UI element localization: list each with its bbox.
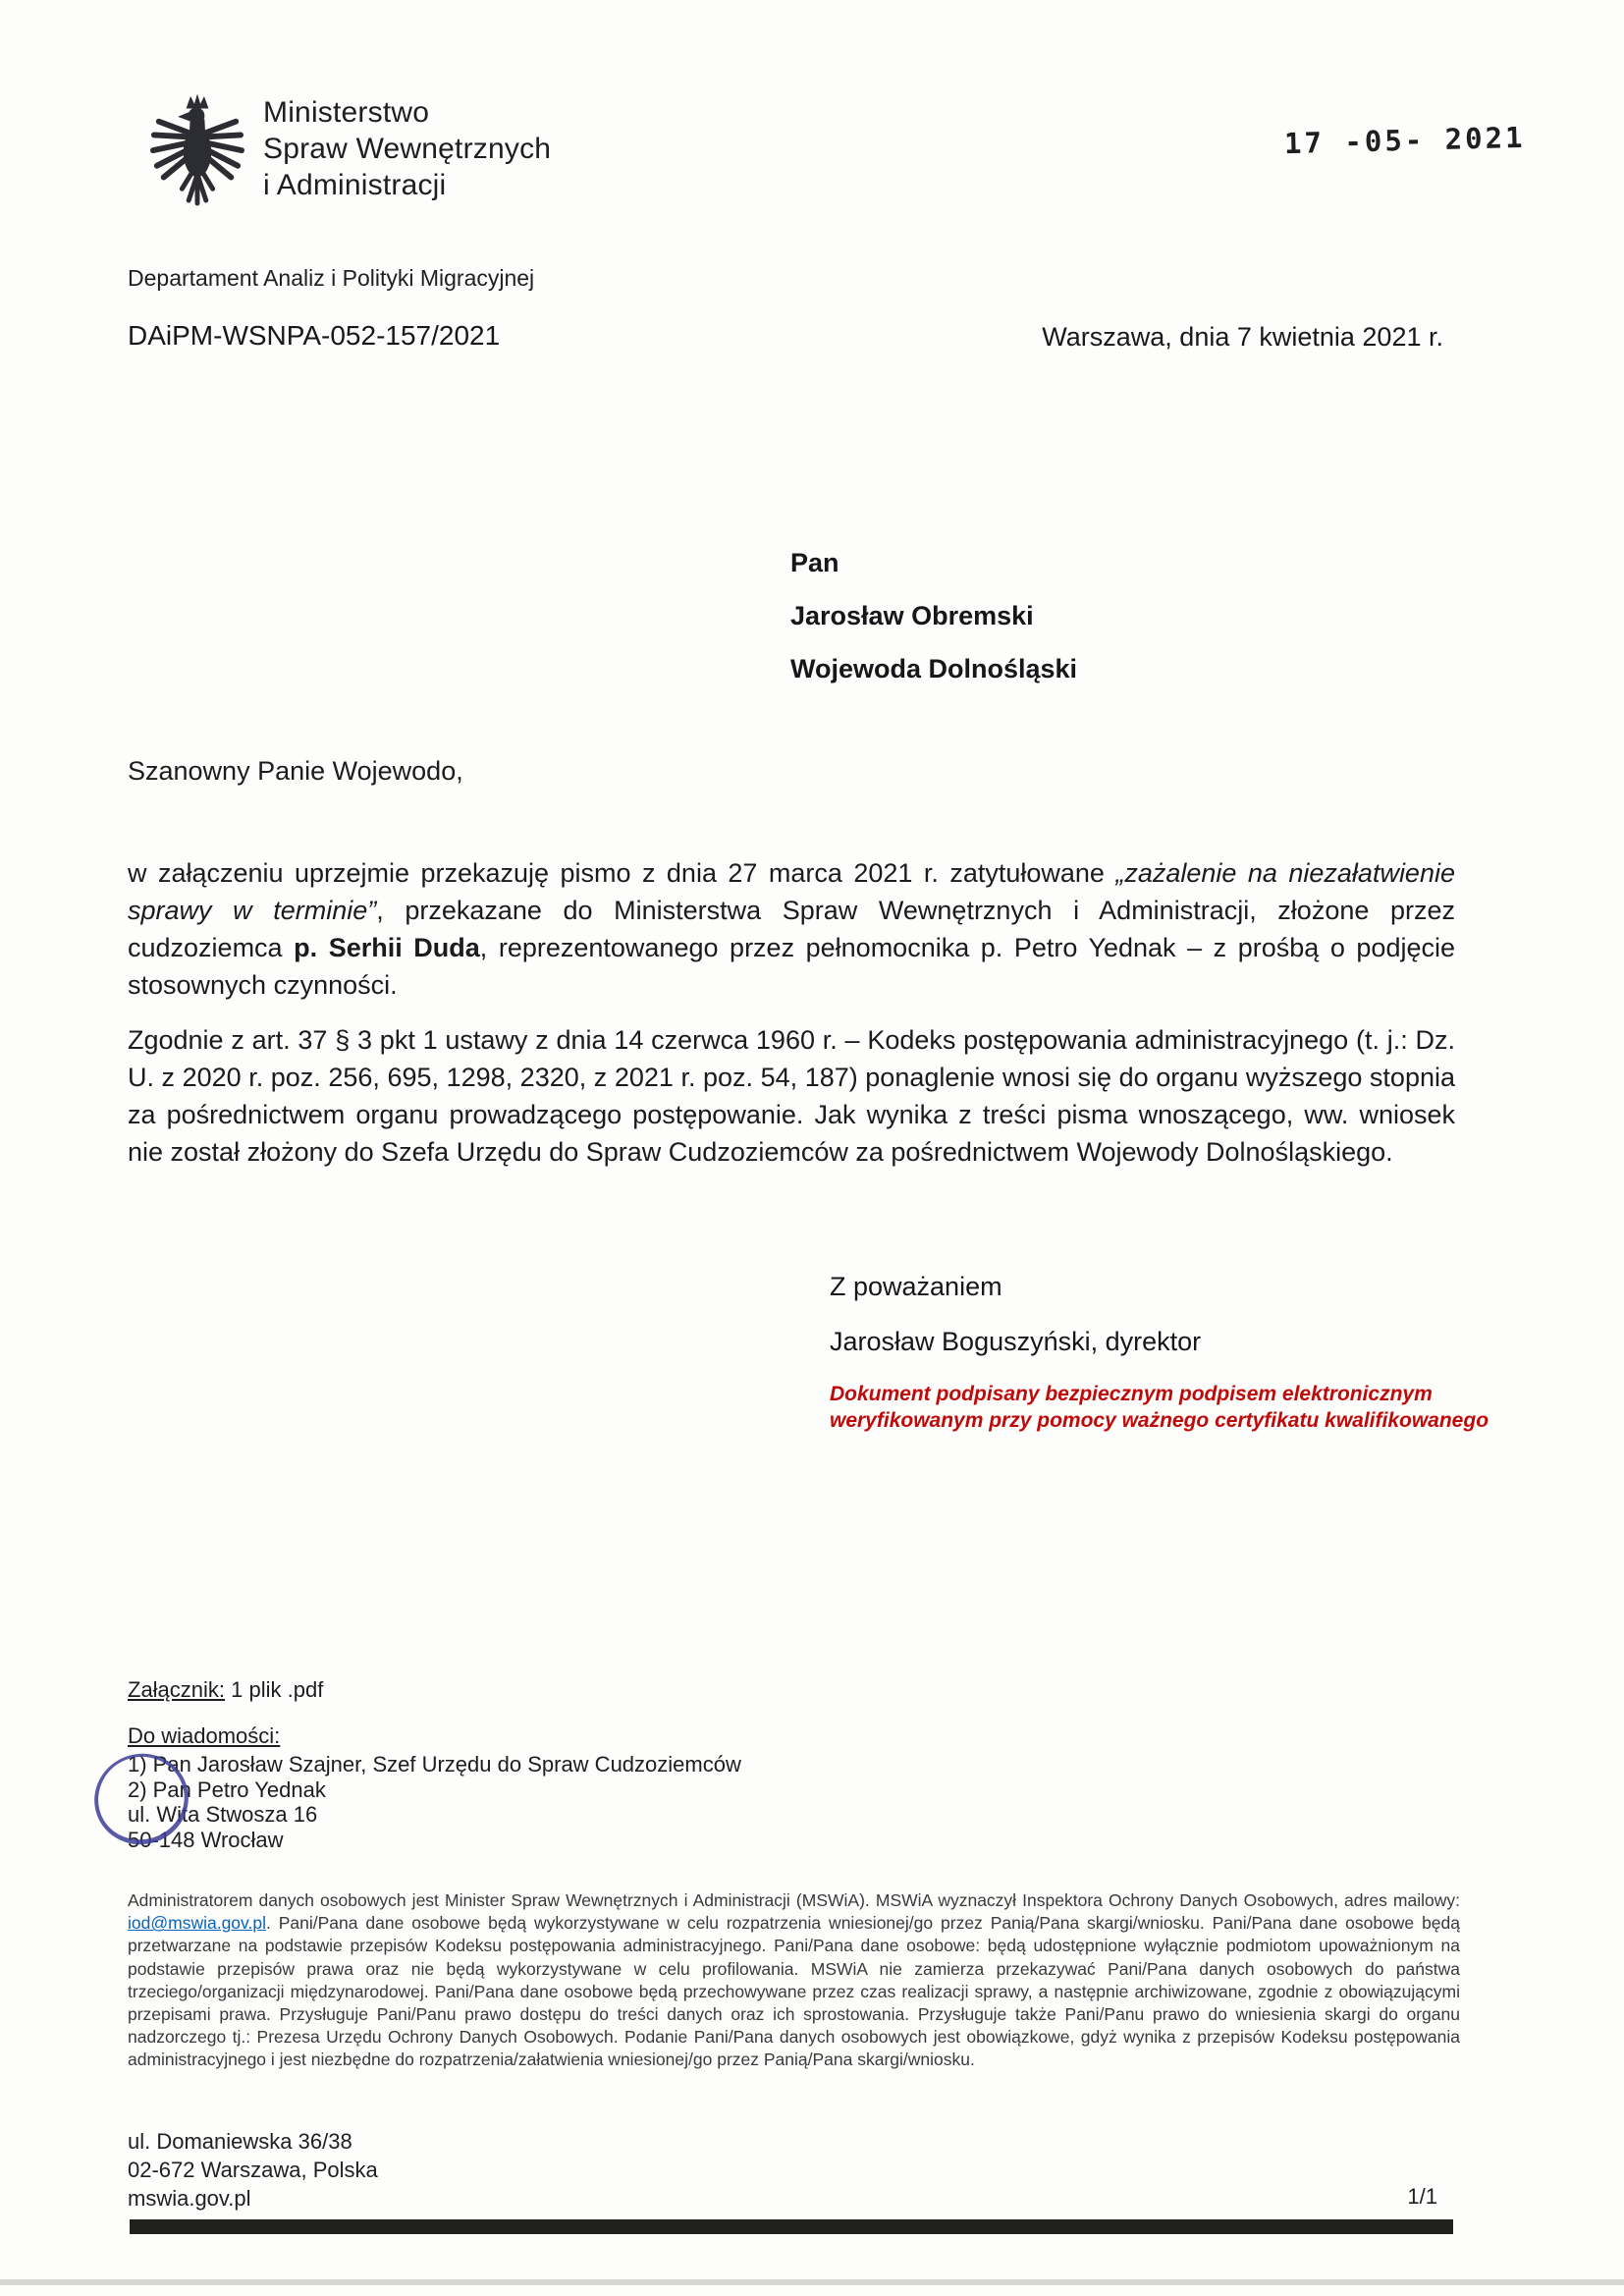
attachment-line <box>128 1677 741 1703</box>
cc-label: Do wiadomości: <box>128 1723 281 1748</box>
paragraph1-text: w załączeniu uprzejmie przekazuję pismo z dnia 27 marca 2021 r. zatytułowane <box>128 858 1116 888</box>
ministry-name-line2: Spraw Wewnętrznych <box>263 133 552 165</box>
recipient-name: Jarosław Obremski <box>790 601 1034 630</box>
email-link[interactable]: iod@mswia.gov.pl <box>128 1913 266 1934</box>
ministry-name-line1: Ministerstwo <box>263 96 430 129</box>
recipient-block <box>790 536 1077 695</box>
esign-note-line2: weryfikowanym przy pomocy ważnego certyfikatu kwalifikowanego <box>830 1409 1489 1432</box>
body-paragraph-2: Zgodnie z art. 37 § 3 pkt 1 ustawy z dnia 14 czerwca 1960 r. – Kodeks postępowania administracyjnego (t. j.: Dz. U. z 2020 r. poz. 256, 695, 1298, 2320, z 2021 r. poz. 54, 187) ponaglenie wnosi się do organu wyższego stopnia za pośrednictwem organu prowadzącego postępowanie. Jak wynika z treści pisma wnoszącego, ww. wniosek nie został złożony do Szefa Urzędu do Spraw Cudzoziemców za pośrednictwem Wojewody Dolnośląskiego. <box>128 1025 1455 1167</box>
electronic-signature-note <box>830 1381 1489 1434</box>
coat-of-arms-eagle-icon <box>149 92 245 218</box>
body-paragraph-1 <box>128 854 1455 1004</box>
signer-name: Jarosław Boguszyński, dyrektor <box>830 1327 1202 1356</box>
closing-phrase: Z poważaniem <box>830 1272 1002 1301</box>
footer-divider-bar <box>130 2219 1453 2234</box>
paragraph1-foreigner-name: p. Serhii Duda <box>294 933 480 962</box>
attachment-value: 1 plik .pdf <box>225 1677 324 1702</box>
scan-edge-artifact <box>0 2279 1624 2285</box>
recipient-title: Pan <box>790 548 839 577</box>
place-and-date: Warszawa, dnia 7 kwietnia 2021 r. <box>1042 322 1443 352</box>
footer-address <box>128 2127 378 2213</box>
cc-item-2-address-street: ul. Wita Stwosza 16 <box>128 1802 318 1827</box>
recipient-role: Wojewoda Dolnośląski <box>790 654 1078 683</box>
reference-number: DAiPM-WSNPA-052-157/2021 <box>128 320 501 351</box>
received-date-stamp: 17 -05- 2021 <box>1283 120 1526 161</box>
attachment-label: Załącznik: <box>128 1677 226 1702</box>
paragraph1-text: , reprezentowanego przez pełnomocnika p. Petro Yednak – z prośbą o podjęcie stosownych czynności. <box>128 933 1455 1000</box>
esign-note-line1: Dokument podpisany bezpiecznym podpisem elektronicznym <box>830 1383 1433 1405</box>
footer-city: 02-672 Warszawa, Polska <box>128 2158 378 2182</box>
paragraph1-text: , przekazane do Ministerstwa Spraw Wewnętrznych i Administracji, złożone przez cudzoziemca <box>128 896 1455 962</box>
attachments-section <box>128 1677 741 1852</box>
ministry-name-line3: i Administracji <box>263 169 447 201</box>
salutation: Szanowny Panie Wojewodo, <box>128 756 463 786</box>
paragraph1-quoted-title: „zażalenie na niezałatwienie sprawy w terminie” <box>128 858 1455 925</box>
cc-item-2: 2) Pan Petro Yednak <box>128 1777 326 1802</box>
fineprint-text: . Pani/Pana dane osobowe będą wykorzystywane w celu rozpatrzenia wniesionej/go przez Panią/Pana skargi/wniosku. Pani/Pana dane osobowe będą przetwarzane na podstawie przepisów Kodeksu postępowania administracyjnego. Pani/Pana dane osobowe: będą udostępnione wyłącznie podmiotom upoważnionym na podstawie przepisów prawa oraz nie będą wykorzystywane w celu profilowania. MSWiA nie zamierza przekazywać Pani/Pana danych osobowych do państwa trzeciego/organizacji międzynarodowej. Pani/Pana dane osobowe będą przechowywane przez czas realizacji sprawy, a następnie archiwizowane, zgodnie z obowiązującymi przepisami prawa. Przysługuje Pani/Panu prawo dostępu do treści danych oraz ich sprostowania. Przysługuje także Pani/Panu prawo do wniesienia skargi do organu nadzorczego tj.: Prezesa Urzędu Ochrony Danych Osobowych. Podanie Pani/Pana danych osobowych jest obowiązkowe, gdyż wynika z przepisów Kodeksu postępowania administracyjnego i jest niezbędne do rozpatrzenia/załatwienia wniesionej/go przez Panią/Pana skargi/wniosku. <box>128 1913 1460 2070</box>
footer-street: ul. Domaniewska 36/38 <box>128 2129 352 2154</box>
fineprint-text: Administratorem danych osobowych jest Minister Spraw Wewnętrznych i Administracji (MSWiA). MSWiA wyznaczył Inspektora Ochrony Danych Osobowych, adres mailowy: <box>128 1890 1460 1910</box>
cc-item-2-address-city: 50-148 Wrocław <box>128 1827 284 1852</box>
department-name: Departament Analiz i Polityki Migracyjnej <box>128 265 535 291</box>
ministry-name <box>263 94 551 203</box>
footer-website: mswia.gov.pl <box>128 2186 251 2211</box>
signature-block <box>830 1272 1489 1434</box>
page-number: 1/1 <box>1407 2184 1437 2209</box>
cc-list <box>128 1752 741 1852</box>
cc-item-1: 1) Pan Jarosław Szajner, Szef Urzędu do Spraw Cudzoziemców <box>128 1752 741 1777</box>
data-protection-notice <box>128 1889 1460 2072</box>
